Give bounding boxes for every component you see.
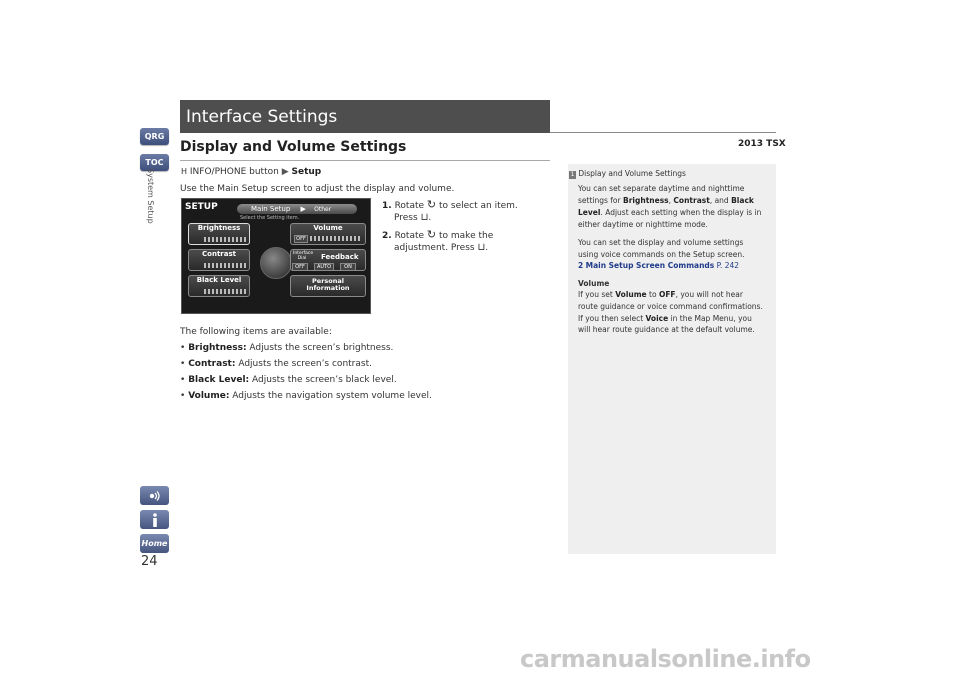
feedback-on-option: ON: [340, 263, 356, 271]
link-marker-icon: 2: [578, 261, 584, 270]
screen-personal-info-label: Personal Information: [306, 277, 350, 292]
feedback-off-option: OFF: [292, 263, 308, 271]
info-icon[interactable]: [140, 510, 169, 529]
tab-arrow-icon: ▶: [300, 205, 306, 213]
item-desc: Adjusts the navigation system volume level.: [232, 391, 432, 401]
interface-dial-press-icon: ⊔: [477, 242, 486, 253]
chapter-title: Interface Settings: [186, 106, 338, 127]
screen-brightness-label: Brightness: [197, 224, 241, 232]
list-item: [180, 390, 432, 402]
item-term: Volume:: [188, 391, 230, 401]
step-1-text-a: Rotate: [394, 201, 425, 211]
screen-tab-other: Other: [314, 206, 332, 213]
note-p1-line4: either daytime or nighttime mode.: [578, 220, 708, 229]
bullet-icon: •: [180, 359, 186, 369]
voice-icon-glyph: [148, 490, 162, 502]
step-1-number: 1.: [382, 201, 392, 211]
screen-subtitle: Select the Setting item.: [240, 215, 300, 221]
contrast-level-bar: [204, 263, 246, 268]
main-setup-link[interactable]: [578, 260, 739, 271]
item-desc: Adjusts the screen’s contrast.: [238, 359, 372, 369]
screen-volume-label: Volume: [313, 224, 343, 232]
info-icon-glyph: [151, 513, 159, 527]
volume-level-bar: [310, 236, 360, 241]
screen-black-level-label: Black Level: [196, 276, 242, 284]
section-rule: [180, 160, 550, 161]
step-2-text-b: to make the: [439, 231, 494, 241]
interface-dial-graphic: [260, 247, 292, 279]
nav-path: [181, 166, 321, 178]
note-v-line1: If you set Volume to OFF, you will not hear: [578, 290, 743, 299]
note-p1-line1: You can set separate daytime and nighttime: [578, 184, 745, 193]
setup-screen-image: [181, 198, 371, 314]
screen-personal-info: [290, 275, 366, 297]
bullet-icon: •: [180, 375, 186, 385]
note-v-line2: route guidance or voice command confirmations.: [578, 302, 763, 311]
screen-title: SETUP: [185, 202, 218, 212]
items-intro: The following items are available:: [180, 327, 332, 337]
list-item: [180, 374, 397, 386]
page-number: 24: [141, 554, 158, 569]
interface-dial-press-icon: ⊔: [420, 212, 429, 223]
item-desc: Adjusts the screen’s brightness.: [249, 343, 394, 353]
item-term: Contrast:: [188, 359, 236, 369]
step-1-text-c: Press: [394, 213, 418, 223]
note-v-line3: If you then select Voice in the Map Menu, you: [578, 314, 752, 323]
step-2-text-a: Rotate: [394, 231, 425, 241]
qrg-button[interactable]: QRG: [140, 128, 169, 145]
screen-tab-label: Main Setup: [251, 205, 291, 213]
brightness-level-bar: [204, 237, 246, 242]
home-symbol-icon: H: [181, 167, 188, 176]
bullet-icon: •: [180, 343, 186, 353]
voice-command-icon[interactable]: [140, 486, 169, 505]
home-button[interactable]: Home: [140, 534, 169, 553]
intro-text: Use the Main Setup screen to adjust the display and volume.: [180, 184, 455, 194]
screen-volume-off: OFF: [294, 235, 308, 243]
section-side-label: System Setup: [146, 168, 155, 224]
interface-dial-rotate-icon: ↻: [426, 198, 437, 211]
link-page[interactable]: P. 242: [716, 261, 740, 270]
screen-contrast-label: Contrast: [202, 250, 236, 258]
screen-tab: [237, 204, 357, 214]
black-level-bar: [204, 289, 246, 294]
note-p1-line2: settings for Brightness, Contrast, and Black: [578, 196, 754, 205]
step-2: [382, 229, 493, 242]
watermark: carmanualsonline.info: [520, 645, 811, 673]
bullet-icon: •: [180, 391, 186, 401]
step-1-text-b: to select an item.: [439, 201, 518, 211]
item-term: Black Level:: [188, 375, 250, 385]
item-term: Brightness:: [188, 343, 247, 353]
model-label: 2013 TSX: [738, 139, 786, 149]
screen-interface-dial-label: Interface Dial: [293, 251, 314, 261]
step-2-line-2: adjustment. Press ⊔.: [394, 242, 489, 253]
step-1-line-2: Press ⊔.: [394, 212, 432, 223]
step-1: [382, 199, 518, 212]
toc-button[interactable]: TOC: [140, 154, 169, 171]
note-title: [569, 168, 686, 179]
note-v-line4: will hear route guidance at the default volume.: [578, 325, 755, 334]
feedback-auto-option: AUTO: [314, 263, 334, 271]
interface-dial-rotate-icon: ↻: [426, 228, 437, 241]
path-button-label: INFO/PHONE button: [189, 167, 279, 177]
note-p1-line3: Level. Adjust each setting when the display is in: [578, 208, 762, 217]
header-rule: [550, 132, 776, 133]
path-target-label: Setup: [291, 167, 322, 177]
arrow-right-icon: ▶: [281, 167, 289, 177]
step-2-text-c: adjustment. Press: [394, 243, 475, 253]
note-volume-heading: Volume: [578, 279, 610, 288]
section-title: Display and Volume Settings: [180, 139, 407, 155]
list-item: [180, 342, 393, 354]
note-p2-line2: using voice commands on the Setup screen.: [578, 250, 745, 259]
link-text[interactable]: Main Setup Screen Commands: [585, 261, 715, 270]
item-desc: Adjusts the screen’s black level.: [252, 375, 397, 385]
chapter-header: [180, 100, 550, 133]
step-2-number: 2.: [382, 231, 392, 241]
note-title-text: Display and Volume Settings: [578, 169, 686, 178]
list-item: [180, 358, 372, 370]
note-p2-line1: You can set the display and volume settings: [578, 238, 744, 247]
screen-feedback-label: Feedback: [321, 253, 359, 261]
note-marker-icon: 1: [570, 171, 575, 178]
